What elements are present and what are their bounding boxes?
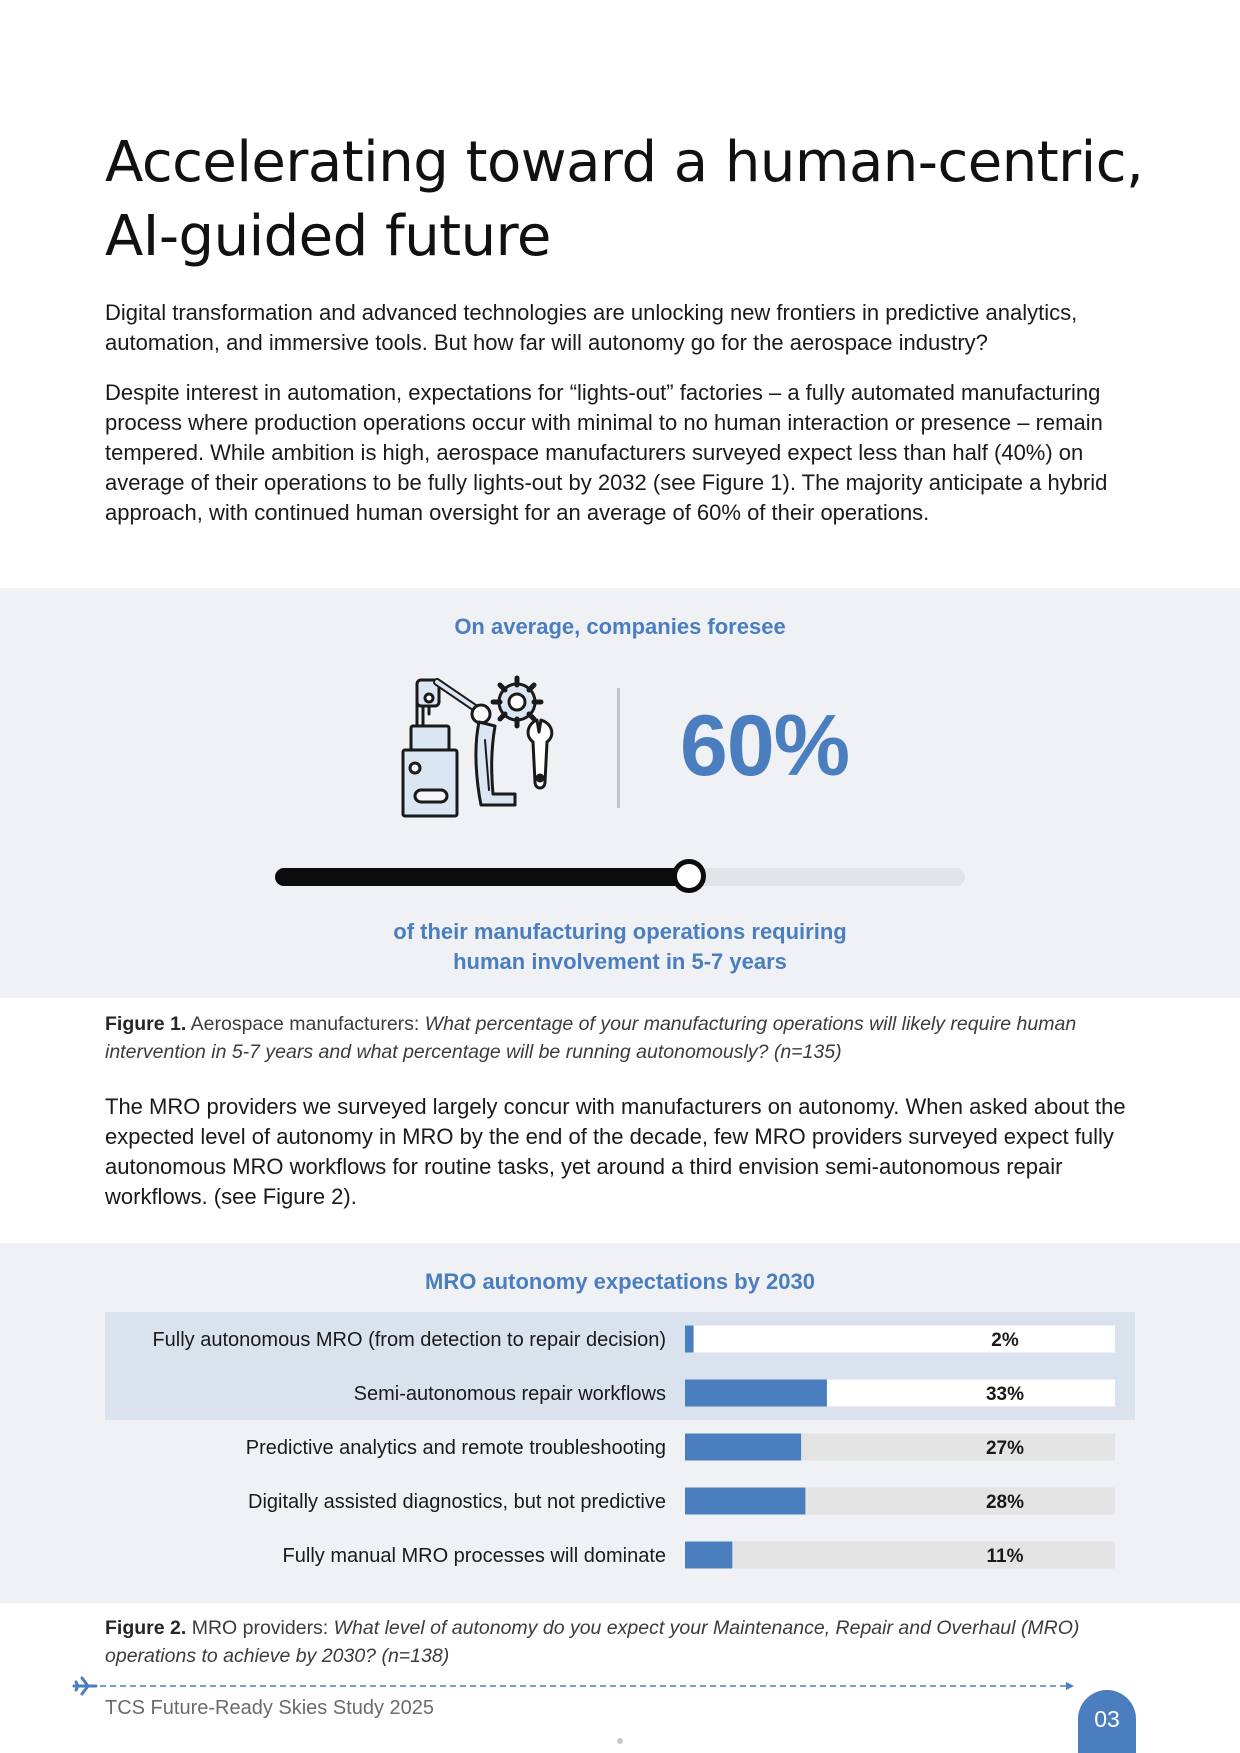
- subtitle-line-1: of their manufacturing operations requiring: [393, 919, 847, 944]
- bar-track: [685, 1326, 1115, 1353]
- bar: [685, 1380, 827, 1407]
- bar-category-label: Semi-autonomous repair workflows: [353, 1383, 666, 1405]
- infographic-heading: On average, companies foresee: [454, 614, 786, 639]
- lights-out-paragraph: Despite interest in automation, expectations for “lights-out” factories – a fully automated manufacturing process where production operations occur with minimal to no human interaction or presence – remain tempered. While ambition is high, aerospace manufacturers surveyed expect less than half (40%) on average of their operations to be fully lights-out by 2032 (see Figure 1). The majority anticipate a hybrid approach, with continued human oversight for an average of 60% of their operations.: [105, 380, 1108, 525]
- infographic-subtitle: [0, 917, 1240, 977]
- bar-value-label: 11%: [986, 1546, 1024, 1567]
- flight-path-line: [70, 1676, 1080, 1696]
- figure-2-label: Figure 2.: [105, 1617, 187, 1639]
- mro-chart-panel: [0, 1243, 1240, 1603]
- page-title: Accelerating toward a human-centric, AI-guided future: [105, 130, 1144, 269]
- bar: [685, 1326, 694, 1353]
- figure-1-caption: [105, 1010, 1145, 1066]
- page-dot: [617, 1738, 623, 1744]
- bar-value-label: 2%: [991, 1330, 1019, 1351]
- figure-1-label: Figure 1.: [105, 1013, 187, 1035]
- slider-fill: [275, 868, 689, 886]
- figure-2-lead: MRO providers:: [186, 1617, 334, 1639]
- bar-category-label: Predictive analytics and remote troubleshooting: [245, 1437, 666, 1459]
- bar: [685, 1434, 801, 1461]
- figure-1-question: What percentage of your manufacturing operations will likely require human intervention in 5-7 years and what percentage will be running autonomously? (n=135): [105, 1013, 1077, 1063]
- bar-category-label: Fully manual MRO processes will dominate: [282, 1545, 666, 1567]
- figure-2-question: What level of autonomy do you expect your Maintenance, Repair and Overhaul (MRO) operations to achieve by 2030? (n=138): [105, 1617, 1080, 1667]
- bar-value-label: 28%: [985, 1492, 1025, 1513]
- bar-category-label: Digitally assisted diagnostics, but not predictive: [248, 1491, 666, 1513]
- bar-track: [685, 1542, 1115, 1569]
- subtitle-line-2: human involvement in 5-7 years: [453, 949, 787, 974]
- airplane-icon: [74, 1678, 96, 1694]
- bar: [685, 1542, 732, 1569]
- bar-value-label: 27%: [985, 1438, 1025, 1459]
- manufacturing-infographic: [0, 588, 1240, 998]
- progress-slider: [275, 865, 965, 889]
- big-percentage: 60%: [680, 698, 850, 794]
- bar-value-label: 33%: [985, 1384, 1025, 1405]
- chart-title: MRO autonomy expectations by 2030: [425, 1269, 815, 1294]
- bar-category-label: Fully autonomous MRO (from detection to repair decision): [152, 1329, 666, 1351]
- robot-arm-gear-wrench-icon: [395, 670, 565, 820]
- mro-bar-chart: [0, 1308, 1240, 1588]
- footer-study-name: TCS Future-Ready Skies Study 2025: [105, 1697, 435, 1719]
- mro-paragraph: The MRO providers we surveyed largely concur with manufacturers on autonomy. When asked about the expected level of autonomy in MRO by the end of the decade, few MRO providers surveyed expect fully autonomous MRO workflows for routine tasks, yet around a third envision semi-autonomous repair workflows. (see Figure 2).: [105, 1094, 1126, 1209]
- intro-paragraph: Digital transformation and advanced technologies are unlocking new frontiers in predictive analytics, automation, and immersive tools. But how far will autonomy go for the aerospace industry?: [105, 300, 1078, 355]
- figure-2-caption: [105, 1614, 1145, 1670]
- page-number: 03: [1078, 1690, 1136, 1753]
- slider-knob: [672, 859, 706, 893]
- vertical-divider: [617, 688, 620, 808]
- bar: [685, 1488, 805, 1515]
- figure-1-lead: Aerospace manufacturers:: [186, 1013, 425, 1035]
